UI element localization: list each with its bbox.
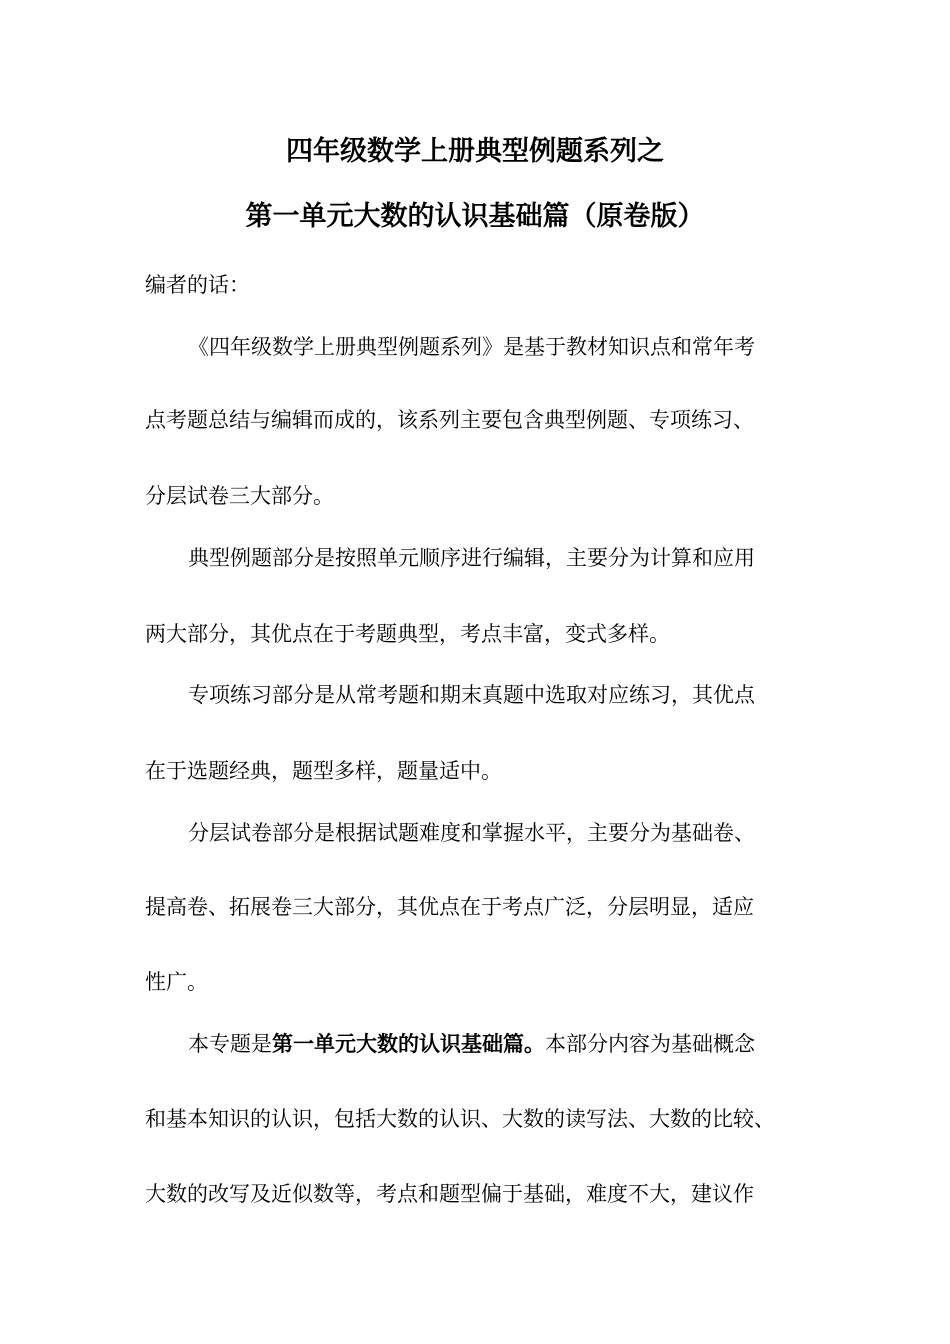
- paragraph-line: 性广。: [145, 970, 208, 994]
- paragraph-line: 在于选题经典，题型多样，题量适中。: [145, 759, 502, 783]
- paragraph-line: 和基本知识的认识，包括大数的认识、大数的读写法、大数的比较、: [145, 1107, 775, 1131]
- special-topic-bold: 第一单元大数的认识基础篇。: [272, 1032, 545, 1056]
- paragraph-line: 分层试卷部分是根据试题难度和掌握水平，主要分为基础卷、: [188, 821, 755, 845]
- special-prefix: 本专题是: [188, 1032, 272, 1056]
- paragraph-line: 分层试卷三大部分。: [145, 484, 334, 508]
- paragraph-line: 专项练习部分是从常考题和期末真题中选取对应练习，其优点: [188, 683, 755, 707]
- special-suffix: 本部分内容为基础概念: [545, 1032, 755, 1056]
- paragraph-line: 典型例题部分是按照单元顺序进行编辑，主要分为计算和应用: [188, 546, 755, 570]
- paragraph-line: 点考题总结与编辑而成的，该系列主要包含典型例题、专项练习、: [145, 408, 754, 432]
- paragraph-line: 提高卷、拓展卷三大部分，其优点在于考点广泛，分层明显，适应: [145, 895, 754, 919]
- document-title-line2: 第一单元大数的认识基础篇（原卷版）: [245, 201, 705, 232]
- paragraph-line: 大数的改写及近似数等，考点和题型偏于基础，难度不大，建议作: [145, 1182, 754, 1206]
- document-title-line1: 四年级数学上册典型例题系列之: [286, 136, 664, 167]
- intro-label: 编者的话：: [145, 273, 250, 297]
- paragraph-line: 两大部分，其优点在于考题典型，考点丰富，变式多样。: [145, 622, 670, 646]
- special-topic-line: [188, 1030, 755, 1058]
- paragraph-line: 《四年级数学上册典型例题系列》是基于教材知识点和常年考: [188, 335, 755, 359]
